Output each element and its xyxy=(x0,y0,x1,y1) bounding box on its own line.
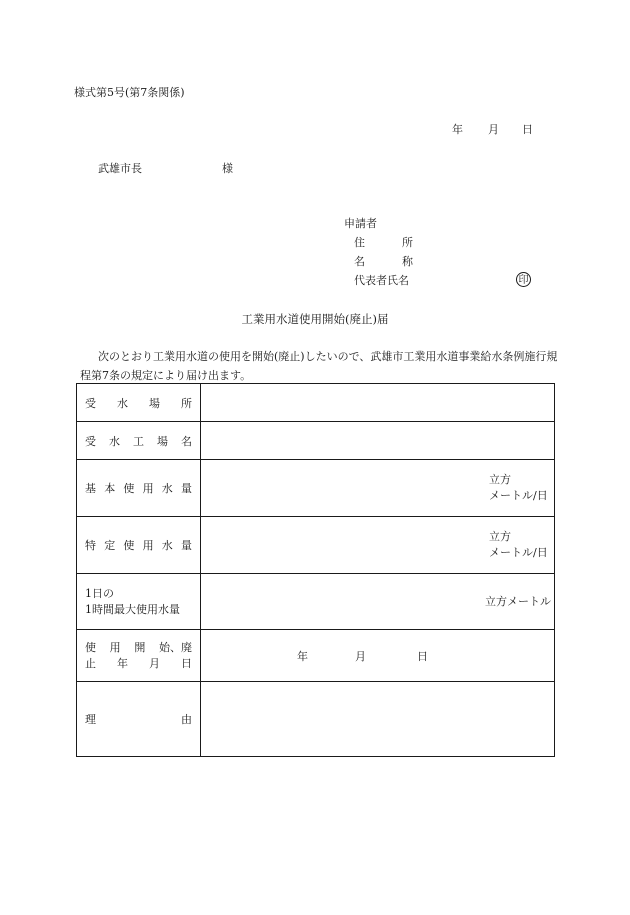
label-char: 所 xyxy=(181,396,192,410)
row-label xyxy=(77,460,201,517)
label-char: 場 xyxy=(157,434,168,448)
label-char: 特 xyxy=(85,539,96,552)
label-char: 水 xyxy=(109,434,120,448)
form-number: 様式第5号(第7条関係) xyxy=(74,86,185,99)
basic-water-volume-field[interactable] xyxy=(201,460,555,517)
name-label-2: 称 xyxy=(402,255,413,268)
label-char: 理 xyxy=(85,713,96,726)
applicant-title: 申請者 xyxy=(344,217,377,230)
label-char: 使 xyxy=(85,640,96,654)
label-char: 量 xyxy=(180,482,192,495)
label-char: 始、廃 xyxy=(158,640,192,654)
row-label xyxy=(77,682,201,757)
label-char: 量 xyxy=(180,539,192,552)
form-table xyxy=(76,383,555,757)
label-char: 受 xyxy=(85,434,96,448)
unit-label: 立方 xyxy=(489,473,511,487)
table-row xyxy=(77,682,555,757)
date-year: 年 xyxy=(452,123,463,136)
table-row xyxy=(77,574,555,630)
seal-mark: 印 xyxy=(516,272,531,287)
label-char: 本 xyxy=(104,482,116,495)
row-label xyxy=(77,384,201,422)
label-char: 用 xyxy=(109,640,121,654)
row-label xyxy=(77,517,201,574)
label-char: 水 xyxy=(117,396,128,410)
label-char: 開 xyxy=(134,640,146,654)
label-char: 用 xyxy=(142,539,154,552)
body-text: 次のとおり工業用水道の使用を開始(廃止)したいので、武雄市工業用水道事業給水条例施行規程第7条の規定により届け出ます。 xyxy=(80,350,558,382)
row-label xyxy=(77,574,201,630)
reason-field[interactable] xyxy=(201,682,555,757)
representative-label: 代表者氏名 xyxy=(354,274,409,287)
label-char: 年 xyxy=(117,656,128,670)
label-char: 名 xyxy=(181,434,192,448)
max-hourly-volume-field[interactable] xyxy=(201,574,555,630)
unit-label: メートル/日 xyxy=(489,546,548,559)
date-day: 日 xyxy=(522,123,533,136)
row-label xyxy=(77,422,201,460)
table-row xyxy=(77,384,555,422)
label-line: 1日の xyxy=(85,586,114,600)
row-label xyxy=(77,630,201,682)
table-row xyxy=(77,422,555,460)
specific-water-volume-field[interactable] xyxy=(201,517,555,574)
date-month: 月 xyxy=(488,123,499,136)
table-row xyxy=(77,460,555,517)
date-year-label: 年 xyxy=(297,649,308,663)
unit-label: 立方 xyxy=(489,530,511,544)
name-label-1: 名 xyxy=(354,255,365,268)
address-label-2: 所 xyxy=(402,236,413,249)
label-char: 使 xyxy=(123,539,135,552)
address-label-1: 住 xyxy=(354,236,365,249)
label-char: 定 xyxy=(104,539,116,552)
label-char: 月 xyxy=(149,656,160,670)
table-row xyxy=(77,517,555,574)
receiving-location-field[interactable] xyxy=(201,384,555,422)
unit-label: メートル/日 xyxy=(489,489,548,502)
label-char: 工 xyxy=(133,434,144,448)
date-month-label: 月 xyxy=(355,649,366,663)
label-char: 基 xyxy=(85,482,96,495)
document-title: 工業用水道使用開始(廃止)届 xyxy=(241,312,389,326)
unit-label: 立方メートル xyxy=(485,594,551,608)
label-char: 水 xyxy=(161,539,173,552)
addressee: 武雄市長 xyxy=(98,162,142,175)
label-line: 1時間最大使用水量 xyxy=(85,602,180,616)
table-row xyxy=(77,630,555,682)
label-char: 場 xyxy=(149,396,160,410)
label-char: 水 xyxy=(161,482,173,495)
label-char: 用 xyxy=(142,482,154,495)
factory-name-field[interactable] xyxy=(201,422,555,460)
label-char: 受 xyxy=(85,396,96,410)
label-char: 止 xyxy=(85,656,96,670)
date-day-label: 日 xyxy=(417,649,428,663)
label-char: 使 xyxy=(123,482,135,495)
start-stop-date-field[interactable] xyxy=(201,630,555,682)
honorific: 様 xyxy=(222,162,233,175)
label-char: 由 xyxy=(181,713,192,726)
label-char: 日 xyxy=(181,656,192,670)
